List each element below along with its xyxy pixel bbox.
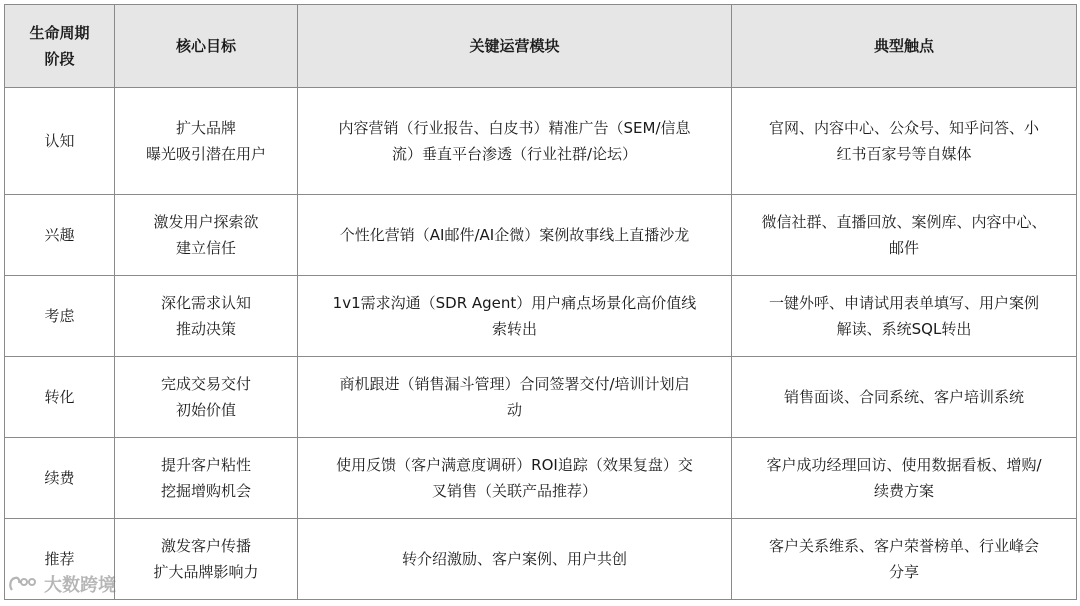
header-goal: 核心目标 (115, 5, 298, 88)
table-row (5, 195, 1077, 276)
table-row (5, 276, 1077, 357)
modules-cell: 内容营销（行业报告、白皮书）精准广告（SEM/信息 流）垂直平台渗透（行业社群/论坛） (298, 88, 732, 195)
touchpoints-cell: 销售面谈、合同系统、客户培训系统 (732, 357, 1077, 438)
table-row (5, 357, 1077, 438)
table-row (5, 519, 1077, 600)
touchpoints-cell: 客户关系维系、客户荣誉榜单、行业峰会 分享 (732, 519, 1077, 600)
touchpoints-cell: 一键外呼、申请试用表单填写、用户案例 解读、系统SQL转出 (732, 276, 1077, 357)
stage-cell: 考虑 (5, 276, 115, 357)
header-stage: 生命周期 阶段 (5, 5, 115, 88)
watermark-text: 大数跨境 (44, 575, 116, 596)
stage-cell: 兴趣 (5, 195, 115, 276)
modules-cell: 转介绍激励、客户案例、用户共创 (298, 519, 732, 600)
goal-cell: 深化需求认知 推动决策 (115, 276, 298, 357)
goal-cell: 激发客户传播 扩大品牌影响力 (115, 519, 298, 600)
stage-cell: 推荐 (5, 519, 115, 600)
goal-cell: 提升客户粘性 挖掘增购机会 (115, 438, 298, 519)
stage-cell: 续费 (5, 438, 115, 519)
header-row (5, 5, 1077, 88)
modules-cell: 使用反馈（客户满意度调研）ROI追踪（效果复盘）交 叉销售（关联产品推荐） (298, 438, 732, 519)
modules-cell: 商机跟进（销售漏斗管理）合同签署交付/培训计划启 动 (298, 357, 732, 438)
stage-cell: 转化 (5, 357, 115, 438)
touchpoints-cell: 微信社群、直播回放、案例库、内容中心、 邮件 (732, 195, 1077, 276)
modules-cell: 1v1需求沟通（SDR Agent）用户痛点场景化高价值线 索转出 (298, 276, 732, 357)
touchpoints-cell: 官网、内容中心、公众号、知乎问答、小 红书百家号等自媒体 (732, 88, 1077, 195)
goal-cell: 完成交易交付 初始价值 (115, 357, 298, 438)
touchpoints-cell: 客户成功经理回访、使用数据看板、增购/ 续费方案 (732, 438, 1077, 519)
goal-cell: 激发用户探索欲 建立信任 (115, 195, 298, 276)
stage-cell: 认知 (5, 88, 115, 195)
header-modules: 关键运营模块 (298, 5, 732, 88)
header-touchpoints: 典型触点 (732, 5, 1077, 88)
table-row (5, 438, 1077, 519)
table-row (5, 88, 1077, 195)
modules-cell: 个性化营销（AI邮件/AI企微）案例故事线上直播沙龙 (298, 195, 732, 276)
goal-cell: 扩大品牌 曝光吸引潜在用户 (115, 88, 298, 195)
lifecycle-table (4, 4, 1077, 600)
